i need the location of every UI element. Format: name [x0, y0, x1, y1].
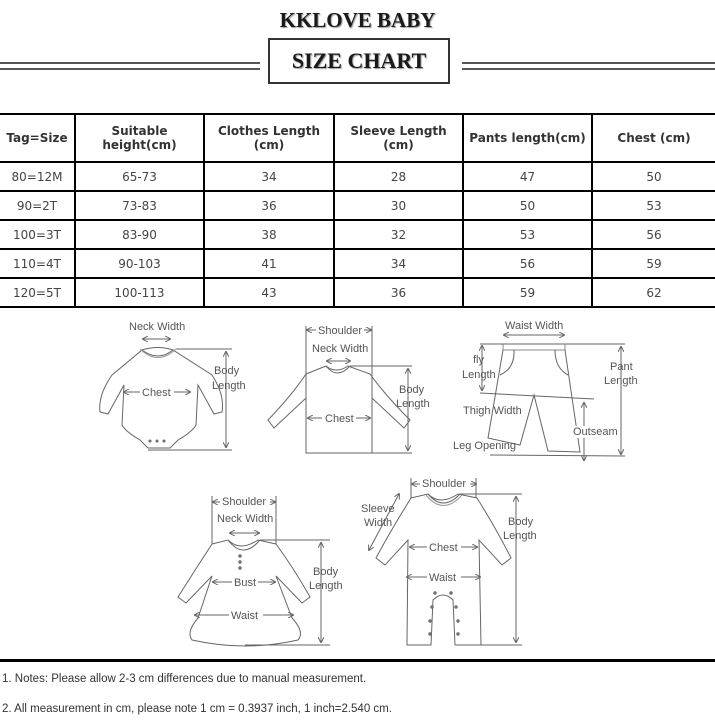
cell-sleeve-length: 28 [334, 162, 463, 191]
cell-size: 80=12M [0, 162, 75, 191]
label-bust: Bust [234, 577, 257, 589]
label-body: Body [313, 566, 339, 578]
bodysuit-diagram [100, 321, 246, 450]
divider-left [0, 62, 260, 70]
romper-diagram [361, 478, 537, 645]
table-row [0, 162, 715, 191]
label-chest: Chest [325, 413, 354, 425]
cell-height: 90-103 [75, 249, 204, 278]
divider-right [462, 62, 715, 70]
cell-height: 73-83 [75, 191, 204, 220]
cell-clothes-length: 43 [204, 278, 334, 307]
cell-chest: 53 [592, 191, 715, 220]
label-neck-width: Neck Width [129, 321, 186, 333]
label-fly: fly [473, 354, 484, 366]
label-neck-width: Neck Width [312, 343, 369, 355]
label-waist-width: Waist Width [505, 320, 564, 332]
label-width: Width [364, 517, 393, 529]
label-fly-length: Length [462, 369, 496, 381]
label-waist: Waist [231, 610, 259, 622]
col-chest: Chest (cm) [592, 114, 715, 162]
label-length: Length [309, 580, 343, 592]
table-row [0, 278, 715, 307]
tshirt-diagram [268, 324, 430, 453]
col-sleeve-length: Sleeve Length (cm) [334, 114, 463, 162]
cell-pants-length: 53 [463, 220, 592, 249]
label-sleeve: Sleeve [361, 503, 395, 515]
cell-clothes-length: 38 [204, 220, 334, 249]
label-neck-width: Neck Width [217, 513, 274, 525]
cell-size: 100=3T [0, 220, 75, 249]
cell-pants-length: 47 [463, 162, 592, 191]
cell-chest: 50 [592, 162, 715, 191]
col-clothes-length: Clothes Length (cm) [204, 114, 334, 162]
table-header-row [0, 114, 715, 162]
cell-size: 120=5T [0, 278, 75, 307]
dress-diagram [178, 496, 343, 646]
size-chart-title: SIZE CHART [268, 38, 450, 84]
cell-clothes-length: 41 [204, 249, 334, 278]
label-length: Length [212, 380, 246, 392]
cell-chest: 59 [592, 249, 715, 278]
cell-size: 110=4T [0, 249, 75, 278]
label-pant: Pant [610, 361, 633, 373]
cell-size: 90=2T [0, 191, 75, 220]
measurement-diagrams [0, 315, 715, 660]
table-row [0, 220, 715, 249]
cell-clothes-length: 36 [204, 191, 334, 220]
label-thigh-width: Thigh Width [463, 405, 522, 417]
brand-title: KKLOVE BABY [279, 8, 436, 32]
cell-sleeve-length: 30 [334, 191, 463, 220]
cell-pants-length: 50 [463, 191, 592, 220]
cell-height: 83-90 [75, 220, 204, 249]
label-leg-opening: Leg Opening [453, 440, 516, 452]
label-body: Body [399, 384, 425, 396]
cell-height: 65-73 [75, 162, 204, 191]
note-1: 1. Notes: Please allow 2-3 cm differences due to manual measurement. [2, 673, 367, 685]
label-outseam: Outseam [573, 426, 618, 438]
label-length: Length [396, 398, 430, 410]
cell-clothes-length: 34 [204, 162, 334, 191]
label-body: Body [508, 516, 534, 528]
notes-divider [0, 659, 715, 662]
pants-diagram [453, 320, 638, 460]
table-row [0, 249, 715, 278]
cell-sleeve-length: 34 [334, 249, 463, 278]
label-shoulder: Shoulder [422, 478, 467, 490]
cell-pants-length: 56 [463, 249, 592, 278]
cell-height: 100-113 [75, 278, 204, 307]
label-waist: Waist [429, 572, 457, 584]
label-shoulder: Shoulder [222, 496, 267, 508]
label-chest: Chest [142, 387, 171, 399]
cell-pants-length: 59 [463, 278, 592, 307]
size-table [0, 113, 715, 308]
cell-sleeve-length: 36 [334, 278, 463, 307]
label-pant-length: Length [604, 375, 638, 387]
cell-chest: 62 [592, 278, 715, 307]
cell-chest: 56 [592, 220, 715, 249]
label-shoulder: Shoulder [318, 325, 363, 337]
label-chest: Chest [429, 542, 458, 554]
note-2: 2. All measurement in cm, please note 1 cm = 0.3937 inch, 1 inch=2.540 cm. [2, 703, 392, 715]
label-body: Body [214, 365, 240, 377]
cell-sleeve-length: 32 [334, 220, 463, 249]
title-row [0, 38, 715, 88]
col-pants-length: Pants length(cm) [463, 114, 592, 162]
label-length: Length [503, 530, 537, 542]
table-row [0, 191, 715, 220]
col-tag-size: Tag=Size [0, 114, 75, 162]
col-suitable-height: Suitable height(cm) [75, 114, 204, 162]
